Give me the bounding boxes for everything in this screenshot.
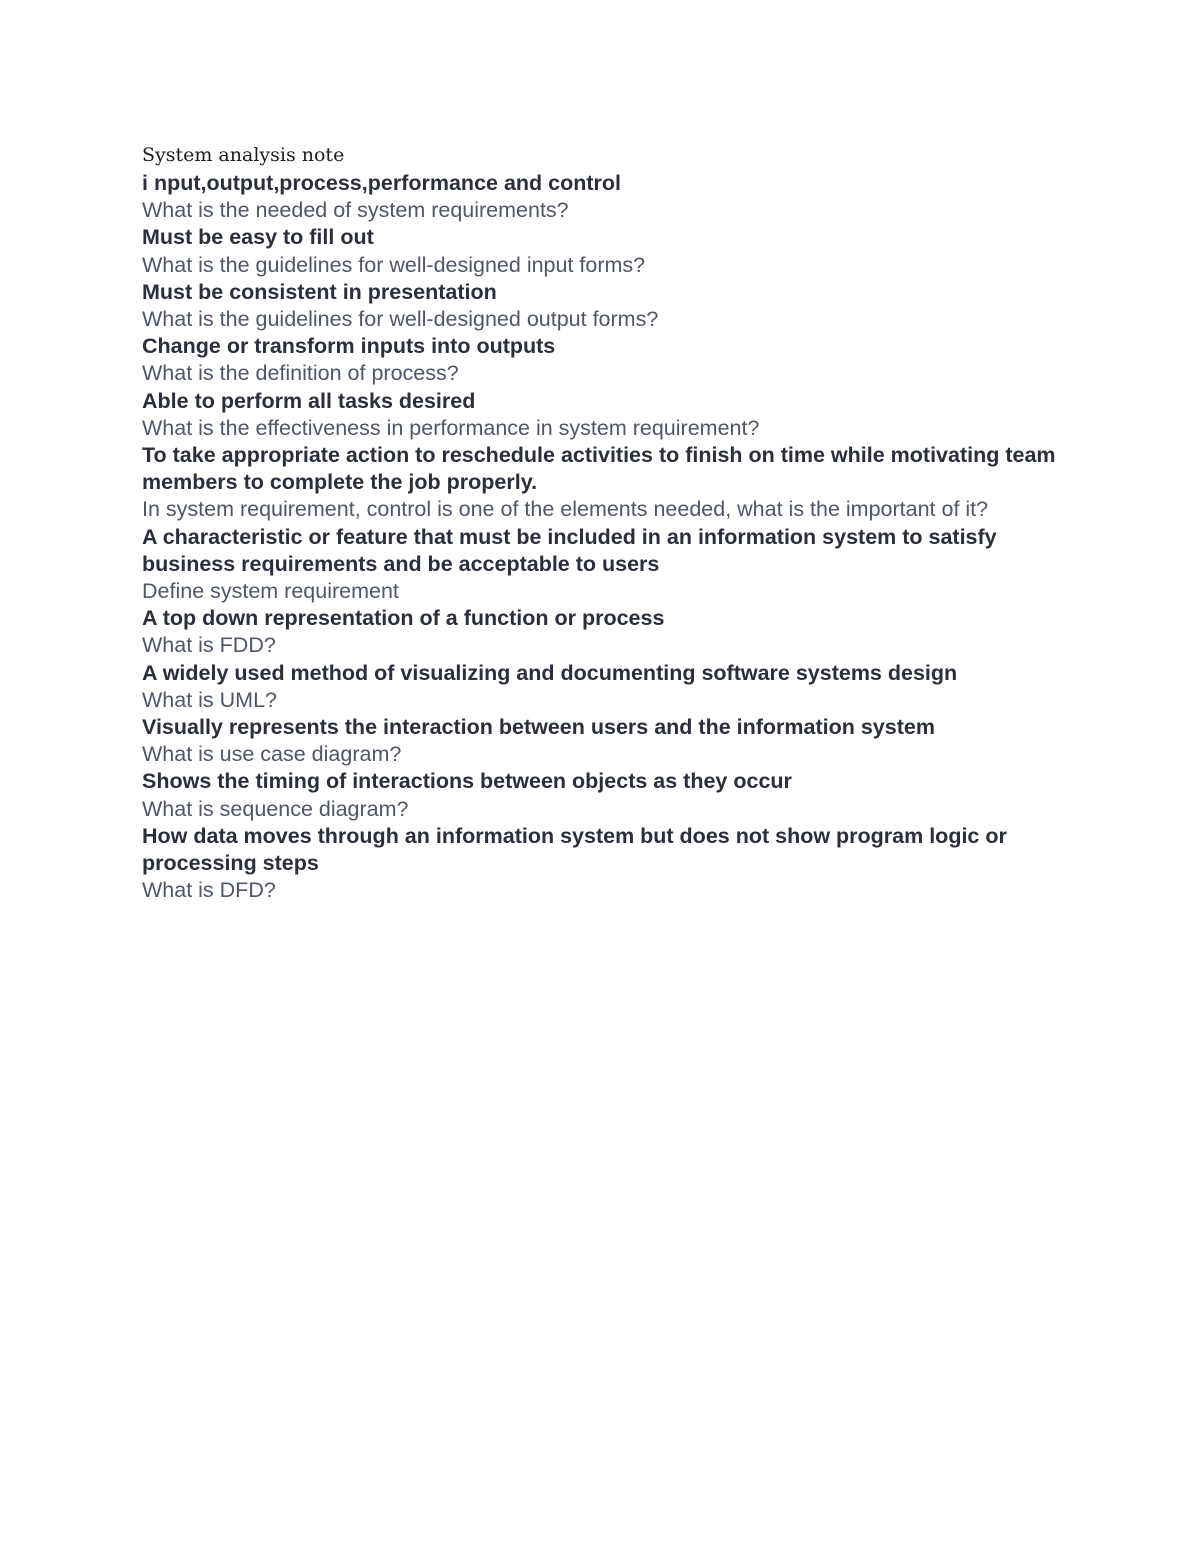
question-text: In system requirement, control is one of the elements needed, what is the important of it? bbox=[142, 497, 989, 522]
answer-text: Visually represents the interaction between users and the information system bbox=[142, 715, 935, 740]
answer-text: A widely used method of visualizing and documenting software systems design bbox=[142, 660, 958, 685]
qa-item bbox=[142, 524, 1067, 606]
question-text: What is DFD? bbox=[142, 878, 276, 903]
qa-item bbox=[142, 279, 1067, 333]
question-text: What is FDD? bbox=[142, 633, 276, 658]
qa-item bbox=[142, 768, 1067, 822]
qa-item bbox=[142, 333, 1067, 387]
document-title: System analysis note bbox=[142, 144, 345, 166]
answer-text: Change or transform inputs into outputs bbox=[142, 334, 556, 359]
answer-text: To take appropriate action to reschedule activities to finish on time while motivating team members to complete the job properly. bbox=[142, 443, 1056, 495]
question-text: What is the effectiveness in performance in system requirement? bbox=[142, 415, 760, 440]
answer-text: Must be easy to fill out bbox=[142, 225, 374, 250]
question-text: What is sequence diagram? bbox=[142, 796, 409, 821]
question-text: What is the guidelines for well-designed output forms? bbox=[142, 307, 659, 332]
qa-list bbox=[142, 170, 1067, 904]
answer-text: How data moves through an information system but does not show program logic or processing steps bbox=[142, 823, 1007, 876]
qa-item bbox=[142, 823, 1067, 905]
qa-item bbox=[142, 442, 1067, 524]
answer-text: i nput,output,process,performance and control bbox=[142, 171, 622, 195]
question-text: What is UML? bbox=[142, 687, 278, 712]
document-body bbox=[142, 140, 1067, 904]
question-text: What is the definition of process? bbox=[142, 361, 459, 386]
answer-text: Shows the timing of interactions between objects as they occur bbox=[142, 769, 792, 794]
answer-text: Must be consistent in presentation bbox=[142, 279, 497, 304]
question-text: What is use case diagram? bbox=[142, 742, 402, 767]
question-text: Define system requirement bbox=[142, 579, 399, 604]
qa-item bbox=[142, 605, 1067, 659]
qa-item bbox=[142, 660, 1067, 714]
question-text: What is the needed of system requirements? bbox=[142, 198, 569, 223]
question-text: What is the guidelines for well-designed input forms? bbox=[142, 252, 646, 277]
answer-text: Able to perform all tasks desired bbox=[142, 388, 476, 413]
answer-text: A characteristic or feature that must be included in an information system to satisfy business requirements and be acceptable to users bbox=[142, 524, 997, 576]
answer-text: A top down representation of a function or process bbox=[142, 606, 665, 631]
qa-item bbox=[142, 714, 1067, 768]
qa-item bbox=[142, 388, 1067, 442]
qa-item bbox=[142, 170, 1067, 224]
qa-item bbox=[142, 224, 1067, 278]
